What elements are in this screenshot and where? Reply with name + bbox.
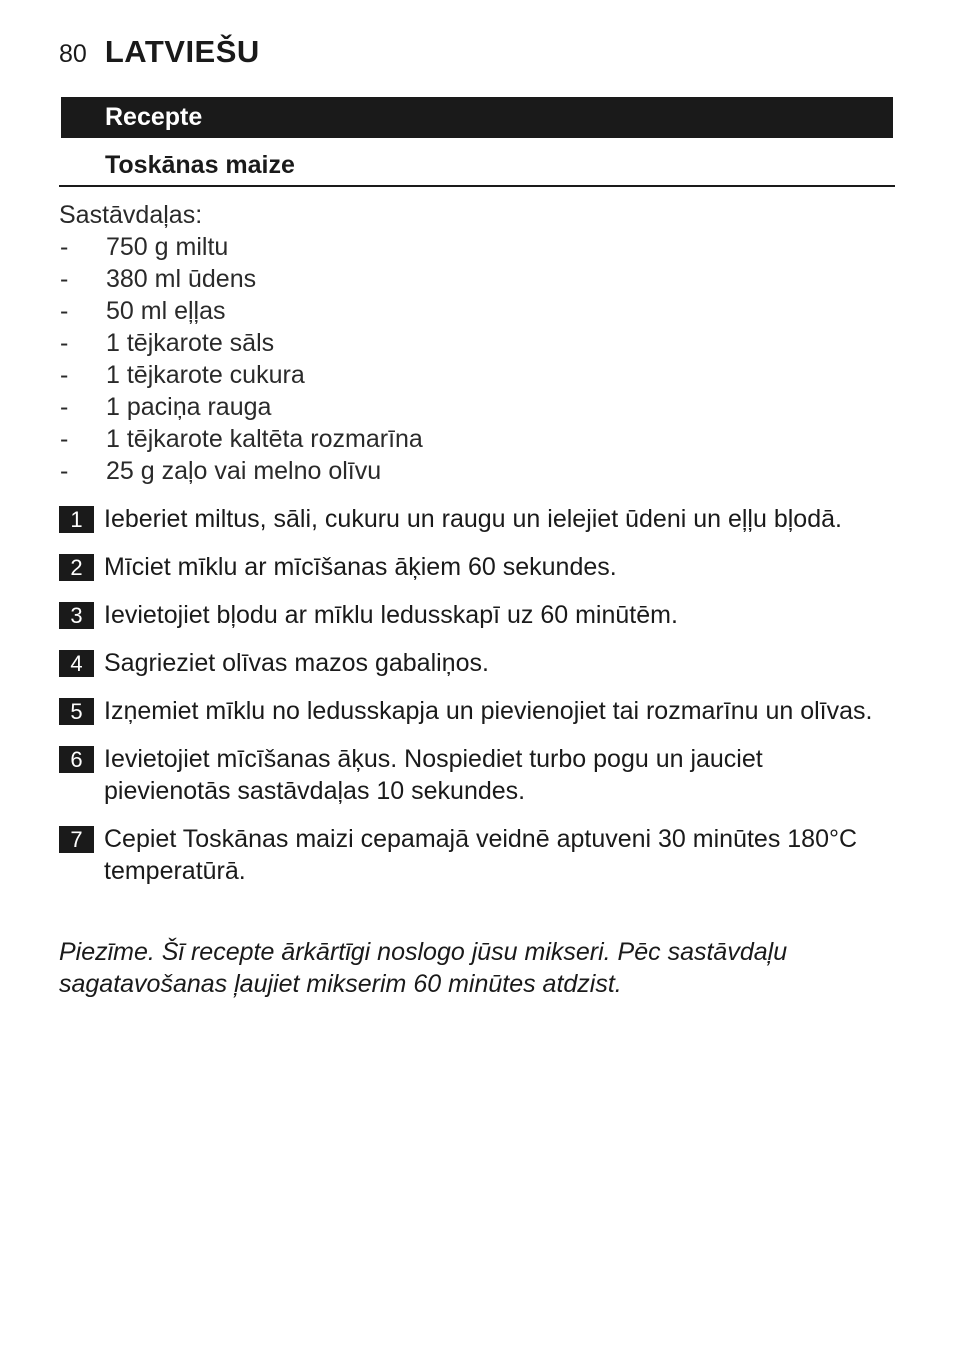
ingredient-item bbox=[59, 263, 895, 295]
list-dash: - bbox=[60, 233, 69, 261]
step-text: Sagrieziet olīvas mazos gabaliņos. bbox=[104, 649, 489, 677]
step-text: Izņemiet mīklu no ledusskapja un pievienojiet tai rozmarīnu un olīvas. bbox=[104, 697, 873, 725]
step-text: Ievietojiet bļodu ar mīklu ledusskapī uz 60 minūtēm. bbox=[104, 601, 678, 629]
step-item bbox=[59, 695, 895, 727]
list-dash: - bbox=[60, 457, 69, 485]
ingredient-text: 750 g miltu bbox=[106, 233, 229, 261]
ingredient-text: 1 paciņa rauga bbox=[106, 393, 272, 421]
step-item bbox=[59, 647, 895, 679]
page-header bbox=[59, 34, 260, 70]
ingredient-text: 1 tējkarote sāls bbox=[106, 329, 275, 357]
list-dash: - bbox=[60, 361, 69, 389]
ingredient-item bbox=[59, 231, 895, 263]
ingredient-text: 50 ml eļļas bbox=[106, 297, 226, 325]
ingredient-text: 25 g zaļo vai melno olīvu bbox=[106, 457, 382, 485]
ingredient-item bbox=[59, 423, 895, 455]
divider bbox=[59, 185, 895, 187]
list-dash: - bbox=[60, 425, 69, 453]
step-text: Ieberiet miltus, sāli, cukuru un raugu un ielejiet ūdeni un eļļu bļodā. bbox=[104, 505, 842, 533]
step-number: 2 bbox=[59, 554, 94, 581]
page-number: 80 bbox=[59, 40, 87, 68]
ingredient-text: 1 tējkarote kaltēta rozmarīna bbox=[106, 425, 423, 453]
step-item bbox=[59, 599, 895, 631]
list-dash: - bbox=[60, 265, 69, 293]
ingredient-text: 380 ml ūdens bbox=[106, 265, 257, 293]
step-number: 3 bbox=[59, 602, 94, 629]
language-title: LATVIEŠU bbox=[104, 34, 260, 69]
recipe-title: Toskānas maize bbox=[105, 151, 295, 179]
section-title: Recepte bbox=[105, 103, 203, 131]
section-bar bbox=[61, 97, 893, 138]
ingredients-intro: Sastāvdaļas: bbox=[59, 201, 203, 229]
step-number: 5 bbox=[59, 698, 94, 725]
step-number: 6 bbox=[59, 746, 94, 773]
steps-list bbox=[59, 503, 895, 903]
ingredient-text: 1 tējkarote cukura bbox=[106, 361, 305, 389]
note-text: Piezīme. Šī recepte ārkārtīgi noslogo jūsu mikseri. Pēc sastāvdaļu sagatavošanas ļaujiet mikserim 60 minūtes atdzist. bbox=[59, 938, 788, 998]
ingredient-item bbox=[59, 391, 895, 423]
ingredient-item bbox=[59, 455, 895, 487]
step-text: Ievietojiet mīcīšanas āķus. Nospiediet turbo pogu un jauciet pievienotās sastāvdaļas 10 sekundes. bbox=[104, 745, 763, 805]
list-dash: - bbox=[60, 329, 69, 357]
step-text: Cepiet Toskānas maizi cepamajā veidnē aptuveni 30 minūtes 180°C temperatūrā. bbox=[104, 825, 858, 885]
ingredients-section bbox=[59, 199, 895, 487]
ingredient-item bbox=[59, 359, 895, 391]
list-dash: - bbox=[60, 393, 69, 421]
list-dash: - bbox=[60, 297, 69, 325]
ingredients-list bbox=[59, 231, 895, 487]
step-item bbox=[59, 743, 895, 807]
step-item bbox=[59, 551, 895, 583]
step-text: Mīciet mīklu ar mīcīšanas āķiem 60 sekundes. bbox=[104, 553, 617, 581]
step-item bbox=[59, 823, 895, 887]
step-item bbox=[59, 503, 895, 535]
ingredient-item bbox=[59, 327, 895, 359]
step-number: 4 bbox=[59, 650, 94, 677]
step-number: 7 bbox=[59, 826, 94, 853]
ingredient-item bbox=[59, 295, 895, 327]
step-number: 1 bbox=[59, 506, 94, 533]
